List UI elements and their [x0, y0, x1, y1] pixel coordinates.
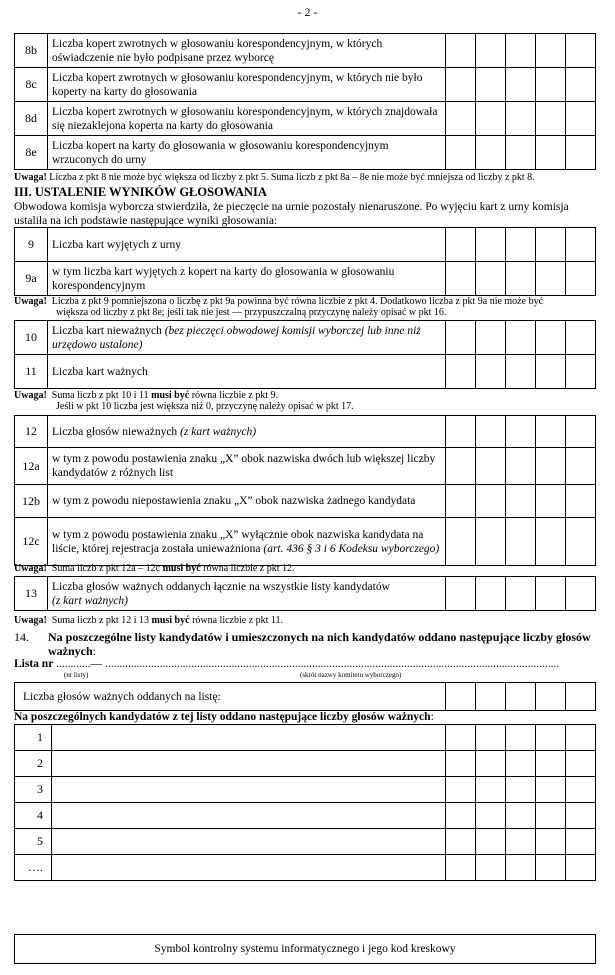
table-row [15, 485, 596, 518]
row-number: 8e [15, 136, 48, 170]
digit-box[interactable] [476, 228, 506, 262]
digit-box[interactable] [536, 725, 566, 751]
digit-box[interactable] [446, 321, 476, 355]
note-text: Jeśli w pkt 10 liczba jest większa niż 0, przyczynę należy opisać w pkt 17. [56, 401, 354, 412]
digit-box[interactable] [476, 683, 506, 711]
note-text: Liczba z pkt 8 nie może być większa od liczby z pkt 5. Suma liczb z pkt 8a – 8e nie może być mniejsza od liczby z pkt 8. [46, 172, 535, 183]
note-text: większa od liczby z pkt 8e; jeśli tak nie jest — przypuszczalną przyczynę należy opisać w pkt 16. [56, 307, 447, 318]
row-label: Liczba kart wyjętych z urny [48, 228, 446, 262]
page-number: - 2 - [297, 5, 318, 19]
row-number: 13 [15, 577, 48, 611]
digit-box[interactable] [536, 803, 566, 829]
digit-box[interactable] [566, 683, 596, 711]
digit-box[interactable] [536, 751, 566, 777]
row-label [48, 321, 446, 355]
row-number: 8b [15, 34, 48, 68]
note-label: Uwaga! [14, 563, 47, 574]
digit-box[interactable] [566, 136, 596, 170]
note-label: Uwaga! [14, 296, 47, 307]
digit-box[interactable] [446, 262, 476, 296]
barcode-box [14, 934, 596, 964]
list-number-line [14, 658, 598, 670]
digit-box[interactable] [566, 355, 596, 389]
table-row [15, 751, 596, 777]
barcode-box-label: Symbol kontrolny systemu informatycznego i jego kod kreskowy [154, 943, 456, 955]
candidates-heading-text: Na poszczególnych kandydatów z tej listy oddano następujące liczby głosów ważnych [14, 711, 431, 723]
digit-box[interactable] [536, 683, 566, 711]
digit-box[interactable] [506, 448, 536, 485]
digit-box[interactable] [476, 855, 506, 881]
digit-box[interactable] [566, 416, 596, 448]
digit-box[interactable] [536, 34, 566, 68]
digit-box[interactable] [566, 577, 596, 611]
digit-box[interactable] [536, 102, 566, 136]
note-text: Liczba z pkt 9 pomniejszona o liczbę z pkt 9a powinna być równa liczbie z pkt 4. Dodatkowo liczba z pkt 9a nie może być [51, 296, 544, 307]
digit-box[interactable] [446, 102, 476, 136]
table-10-11 [14, 320, 596, 389]
digit-box[interactable] [446, 136, 476, 170]
digit-box[interactable] [536, 518, 566, 566]
row-label: Liczba kopert zwrotnych w głosowaniu korespondencyjnym, w których oświadczenie nie było podpisane przez wyborcę [48, 34, 446, 68]
digit-box[interactable] [566, 777, 596, 803]
note-text: Suma liczb z pkt 12 i 13 [51, 615, 152, 626]
digit-box[interactable] [446, 751, 476, 777]
row-label-text: Liczba głosów nieważnych [52, 425, 181, 438]
note-text: Suma liczb z pkt 10 i 11 [51, 390, 152, 401]
table-row [15, 518, 596, 566]
section-intro: Obwodowa komisja wyborcza stwierdziła, że pieczęcie na urnie pozostały nienaruszone. Po wyjęciu kart z urny komisja ustaliła na ich podstawie następujące wyniki głosowania: [14, 201, 569, 227]
digit-box[interactable] [476, 102, 506, 136]
digit-box[interactable] [476, 518, 506, 566]
table-13 [14, 576, 596, 611]
digit-box[interactable] [476, 777, 506, 803]
note-label: Uwaga! [14, 615, 47, 626]
digit-box[interactable] [506, 34, 536, 68]
note-5 [14, 615, 596, 626]
digit-box[interactable] [446, 829, 476, 855]
list-number-hint: (nr listy) [64, 671, 89, 679]
digit-box[interactable] [506, 518, 536, 566]
row-number: 9a [15, 262, 48, 296]
candidate-number: 1 [15, 725, 52, 751]
row-number: 12 [15, 416, 48, 448]
row-label [48, 518, 446, 566]
point-14-colon: : [92, 644, 97, 658]
digit-box[interactable] [506, 485, 536, 518]
digit-box[interactable] [476, 448, 506, 485]
digit-box[interactable] [446, 855, 476, 881]
digit-box[interactable] [566, 725, 596, 751]
digit-box[interactable] [566, 448, 596, 485]
digit-box[interactable] [476, 485, 506, 518]
table-row [15, 136, 596, 170]
note-label: Uwaga! [14, 390, 47, 401]
candidate-number: 3 [15, 777, 52, 803]
table-row [15, 829, 596, 855]
digit-box[interactable] [536, 136, 566, 170]
digit-box[interactable] [446, 518, 476, 566]
row-label-text: w tym z powodu postawienia znaku „X” wyłącznie obok nazwiska kandydata na liście, której rejestracja została unieważniona [52, 528, 424, 555]
table-row [15, 416, 596, 448]
digit-box[interactable] [446, 725, 476, 751]
note-3 [14, 390, 596, 412]
row-number: 11 [15, 355, 48, 389]
table-row [15, 683, 596, 711]
digit-box[interactable] [476, 34, 506, 68]
candidate-name-cell[interactable] [52, 777, 446, 803]
row-label-italic: (art. 436 § 3 i 6 Kodeksu wyborczego) [263, 542, 440, 555]
row-label: w tym z powodu niepostawienia znaku „X” obok nazwiska żadnego kandydata [48, 485, 446, 518]
digit-box[interactable] [506, 855, 536, 881]
row-label [48, 416, 446, 448]
row-label: w tym z powodu postawienia znaku „X” obok nazwiska dwóch lub większej liczby kandydatów z różnych list [48, 448, 446, 485]
row-number: 12a [15, 448, 48, 485]
row-label-italic: (z kart ważnych) [180, 425, 257, 438]
note-label: Uwaga! [14, 172, 47, 183]
digit-box[interactable] [446, 448, 476, 485]
table-row [15, 102, 596, 136]
digit-box[interactable] [446, 355, 476, 389]
table-9 [14, 227, 596, 296]
note-emphasis: musi być [162, 563, 201, 574]
digit-box[interactable] [536, 68, 566, 102]
candidate-name-cell[interactable] [52, 751, 446, 777]
note-text: równa liczbie z pkt 12. [200, 563, 295, 574]
digit-box[interactable] [566, 751, 596, 777]
digit-box[interactable] [566, 321, 596, 355]
digit-box[interactable] [506, 777, 536, 803]
candidate-name-cell[interactable] [52, 803, 446, 829]
digit-box[interactable] [506, 751, 536, 777]
note-1 [14, 172, 596, 183]
digit-box[interactable] [476, 577, 506, 611]
digit-box[interactable] [566, 68, 596, 102]
digit-box[interactable] [506, 803, 536, 829]
table-row [15, 228, 596, 262]
point-14-label: Na poszczególne listy kandydatów i umieszczonych na nich kandydatów oddano następujące liczby głosów ważnych [48, 630, 591, 658]
digit-box[interactable] [536, 855, 566, 881]
digit-box[interactable] [506, 355, 536, 389]
candidates-heading-colon: : [430, 711, 434, 723]
candidate-name-cell[interactable] [52, 829, 446, 855]
candidates-heading [14, 711, 434, 723]
table-list-votes [14, 682, 596, 711]
section-title: III. USTALENIE WYNIKÓW GŁOSOWANIA [14, 185, 267, 199]
digit-box[interactable] [506, 68, 536, 102]
table-12 [14, 415, 596, 566]
digit-box[interactable] [566, 803, 596, 829]
digit-box[interactable] [476, 751, 506, 777]
digit-box[interactable] [476, 68, 506, 102]
committee-name-hint: (skrót nazwy komitetu wyborczego) [300, 671, 402, 679]
table-candidates [14, 724, 596, 881]
table-row [15, 355, 596, 389]
row-number: 12c [15, 518, 48, 566]
table-row [15, 262, 596, 296]
row-label-italic: (bez pieczęci obwodowej komisji wyborczej lub inne niż urzędowo ustalone) [52, 324, 421, 351]
note-emphasis: musi być [151, 390, 190, 401]
digit-box[interactable] [566, 34, 596, 68]
row-number: 8d [15, 102, 48, 136]
note-text: równa liczbie z pkt 9. [189, 390, 279, 401]
row-number: 9 [15, 228, 48, 262]
table-8b-8e [14, 33, 596, 170]
digit-box[interactable] [446, 777, 476, 803]
note-4 [14, 563, 596, 574]
candidate-number: …. [15, 855, 52, 881]
row-label-italic: (z kart ważnych) [52, 594, 129, 607]
table-row [15, 34, 596, 68]
row-label: Liczba kopert zwrotnych w głosowaniu korespondencyjnym, w których znajdowała się niezaklejona koperta na karty do głosowania [48, 102, 446, 136]
digit-box[interactable] [536, 228, 566, 262]
row-label: Liczba kopert na karty do głosowania w głosowaniu korespondencyjnym wrzuconych do urny [48, 136, 446, 170]
candidate-number: 2 [15, 751, 52, 777]
table-row [15, 577, 596, 611]
row-label: Liczba kopert zwrotnych w głosowaniu korespondencyjnym, w których nie było koperty na karty do głosowania [48, 68, 446, 102]
digit-box[interactable] [446, 485, 476, 518]
digit-box[interactable] [446, 416, 476, 448]
digit-box[interactable] [536, 355, 566, 389]
row-number: 12b [15, 485, 48, 518]
digit-box[interactable] [536, 448, 566, 485]
digit-box[interactable] [446, 68, 476, 102]
row-label: Liczba głosów ważnych oddanych na listę: [15, 683, 446, 711]
digit-box[interactable] [506, 228, 536, 262]
digit-box[interactable] [536, 777, 566, 803]
digit-box[interactable] [506, 725, 536, 751]
digit-box[interactable] [476, 829, 506, 855]
digit-box[interactable] [566, 829, 596, 855]
note-2 [14, 296, 596, 318]
note-text: Suma liczb z pkt 12a – 12c [51, 563, 163, 574]
row-label-text: Liczba głosów ważnych oddanych łącznie na wszystkie listy kandydatów [52, 580, 390, 593]
point-14-number: 14. [14, 630, 29, 644]
digit-box[interactable] [506, 416, 536, 448]
digit-box[interactable] [476, 803, 506, 829]
digit-box[interactable] [446, 803, 476, 829]
candidate-number: 4 [15, 803, 52, 829]
digit-box[interactable] [506, 136, 536, 170]
digit-box[interactable] [476, 262, 506, 296]
digit-box[interactable] [536, 829, 566, 855]
digit-box[interactable] [536, 321, 566, 355]
digit-box[interactable] [506, 262, 536, 296]
digit-box[interactable] [566, 262, 596, 296]
table-row [15, 321, 596, 355]
digit-box[interactable] [446, 228, 476, 262]
table-row [15, 803, 596, 829]
table-row [15, 777, 596, 803]
row-label-text: Liczba kart nieważnych [52, 324, 165, 337]
digit-box[interactable] [446, 577, 476, 611]
digit-box[interactable] [506, 321, 536, 355]
digit-box[interactable] [446, 34, 476, 68]
digit-box[interactable] [566, 102, 596, 136]
table-row [15, 448, 596, 485]
digit-box[interactable] [506, 829, 536, 855]
digit-box[interactable] [476, 355, 506, 389]
digit-box[interactable] [446, 683, 476, 711]
digit-box[interactable] [536, 262, 566, 296]
note-text: równa liczbie z pkt 11. [189, 615, 284, 626]
list-label: Lista nr [14, 658, 54, 670]
row-label: w tym liczba kart wyjętych z kopert na karty do głosowania w głosowaniu korespondencyjnym [48, 262, 446, 296]
table-row [15, 725, 596, 751]
digit-box[interactable] [476, 136, 506, 170]
digit-box[interactable] [476, 725, 506, 751]
table-row [15, 855, 596, 881]
digit-box[interactable] [566, 855, 596, 881]
table-row [15, 68, 596, 102]
point-14-text [48, 630, 598, 658]
digit-box[interactable] [566, 228, 596, 262]
digit-box[interactable] [566, 485, 596, 518]
digit-box[interactable] [536, 416, 566, 448]
digit-box[interactable] [536, 485, 566, 518]
digit-box[interactable] [536, 577, 566, 611]
row-number: 8c [15, 68, 48, 102]
candidate-name-cell[interactable] [52, 725, 446, 751]
candidate-number: 5 [15, 829, 52, 855]
digit-box[interactable] [506, 683, 536, 711]
row-label: Liczba kart ważnych [48, 355, 446, 389]
note-emphasis: musi być [151, 615, 190, 626]
list-dots[interactable]: ............— .............................................................................................................................................................. [53, 658, 560, 670]
row-label [48, 577, 446, 611]
digit-box[interactable] [506, 102, 536, 136]
digit-box[interactable] [506, 577, 536, 611]
row-number: 10 [15, 321, 48, 355]
candidate-name-cell[interactable] [52, 855, 446, 881]
digit-box[interactable] [476, 321, 506, 355]
digit-box[interactable] [476, 416, 506, 448]
digit-box[interactable] [566, 518, 596, 566]
